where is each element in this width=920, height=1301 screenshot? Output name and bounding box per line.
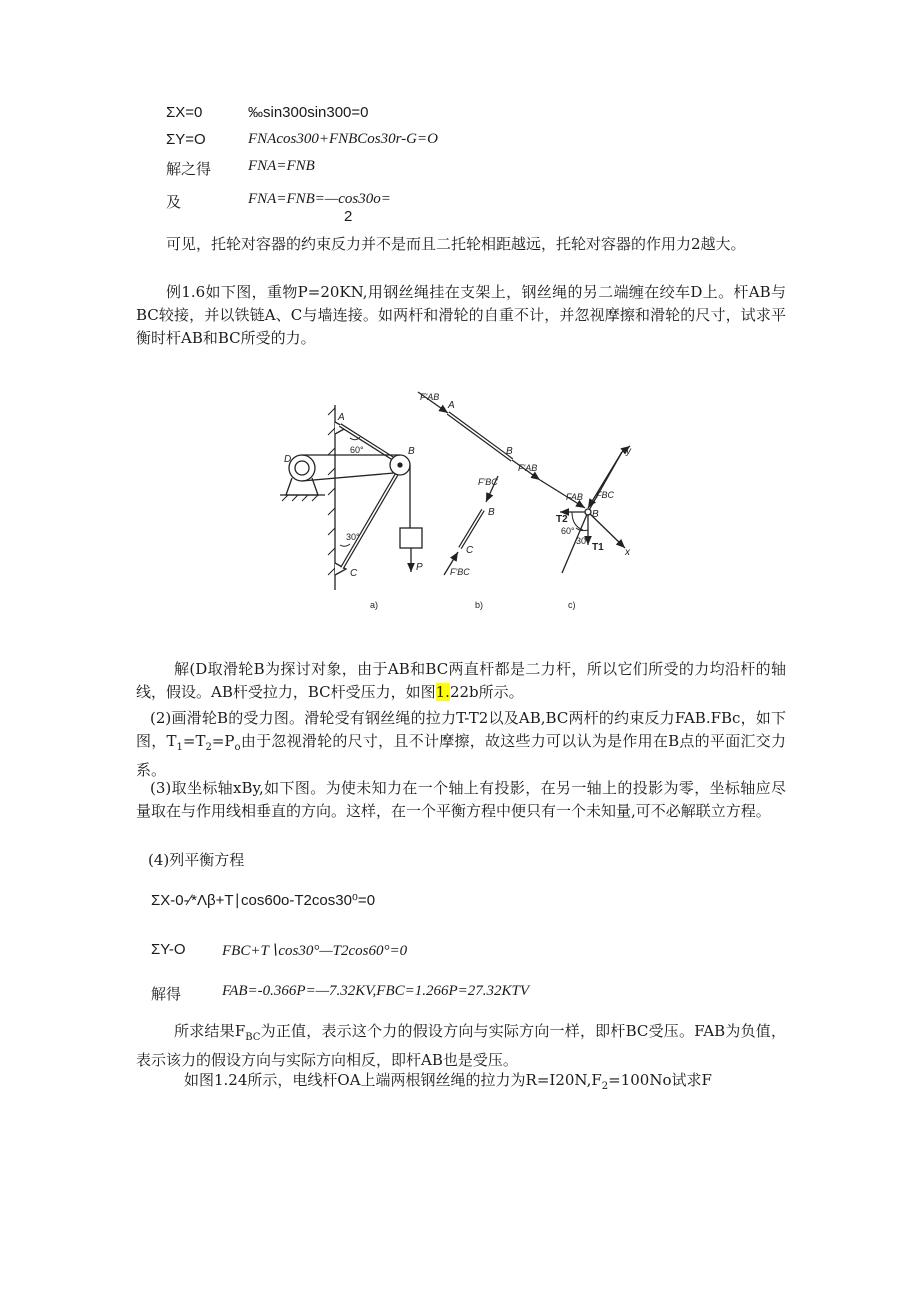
fig-c-label-t2: T2 [556, 514, 568, 525]
solution-step-3: (3)取坐标轴xBy,如下图。为使未知力在一个轴上有投影，在另一轴上的投影为零，坐标轴应尽量取在与作用线相垂直的方向。这样，在一个平衡方程中便只有一个未知量,可不必解联立方程。 [136, 779, 786, 820]
weight-box [400, 528, 422, 548]
fig-b-label-fab-bottom: F'AB [518, 463, 538, 473]
step2-text-b: =P [211, 732, 235, 750]
eq-sum-x-body: ‰sin300sin300=0 [248, 104, 369, 121]
fig-c-label-fbc: FBC [596, 490, 614, 500]
fig-a-angle-30: 30° [346, 532, 360, 542]
solution-step-4: (4)列平衡方程 [148, 851, 245, 869]
fig-a-label-P: P [416, 562, 423, 573]
step1-pre: 解(D取滑轮B为探讨对象，由于AB和BC两直杆都是二力杆，所以它们所受的力均沿杆的轴线，假设。AB杆受拉力，BC杆受压力，如图 [136, 660, 786, 701]
fig-b-label-B-bottom: B [488, 507, 495, 518]
result-sub: BC [245, 1032, 261, 1043]
fig-a-label-C: C [350, 568, 358, 579]
fig-a-label-D: D [284, 454, 292, 465]
eq-and-label: 及 [166, 193, 182, 211]
fig-caption-b: b) [475, 600, 484, 610]
fig-c-label-fab: FAB [566, 492, 583, 502]
fig-b-label-B-top: B [506, 446, 513, 457]
eq-and-body: FNA=FNB=—cos30o= [248, 191, 391, 207]
step2-text-c: 由于忽视滑轮的尺寸，且不计摩擦，故这些力可以认为是作用在B点的平面汇交力系。 [136, 732, 786, 779]
example-1-6-paragraph: 例1.6如下图，重物P=20KN,用钢丝绳挂在支架上，钢丝绳的另二端缠在绞车D上。杆AB与BC较接，并以铁链A、C与墙连接。如两杆和滑轮的自重不计，并忽视摩擦和滑轮的尺寸，试求平衡时杆AB和BC所受的力。 [136, 283, 786, 347]
result-solve-label: 解得 [151, 985, 182, 1003]
fig-c-label-B: B [592, 509, 599, 520]
next-problem-sub: 2 [601, 1081, 609, 1092]
eq-sum-y-label: ΣY=O [166, 131, 206, 148]
y-axis-upper [588, 452, 622, 512]
fig-c-label-y: y [626, 446, 631, 457]
fig-b-label-fbc-bottom: F'BC [450, 567, 470, 577]
conclusion-paragraph: 可见，托轮对容器的约束反力并不是而且二托轮相距越远，托轮对容器的作用力2越大。 [166, 235, 746, 253]
result-text-pre: 所求结果F [174, 1022, 246, 1040]
eq-solve-label: 解之得 [166, 160, 212, 178]
result-solve-body: FAB=-0.366P=—7.32KV,FBC=1.266P=27.32KTV [222, 983, 530, 999]
wall-hatching [328, 408, 335, 575]
equilibrium-eq-x: ΣX-0-∕*Λβ+T∣cos60o-T2cos30⁰=0 [151, 892, 376, 909]
fig-caption-c: c) [568, 600, 576, 610]
fig-b-label-C: C [466, 545, 474, 556]
result-paragraph [136, 1020, 786, 1072]
next-problem-line [184, 1070, 712, 1097]
fig-c-label-x: x [625, 547, 630, 558]
next-problem-pre: 如图1.24所示，电线杆OA上端两根钢丝绳的拉力为R=I20N,F [184, 1071, 602, 1089]
fig-a-label-A: A [338, 412, 345, 423]
fig-caption-a: a) [370, 600, 379, 610]
eq-sum-x-label: ΣX=0 [166, 104, 203, 121]
eq-solve-body: FNA=FNB [248, 158, 315, 174]
winch-d [289, 455, 315, 481]
fig-c-angle-60: 60° [561, 526, 575, 536]
step2-sub-3: o [234, 742, 241, 753]
next-problem-post: =100No试求F [608, 1071, 712, 1089]
fig-b-label-A: A [448, 400, 455, 411]
step1-highlight: 1. [435, 683, 450, 701]
result-text-post: 为正值，表示这个力的假设方向与实际方向一样，即杆BC受压。FAB为负值，表示该力的假设方向与实际方向相反，即杆AB也是受压。 [136, 1022, 786, 1069]
solution-step-2 [136, 707, 786, 782]
eq-sum-y-body: FNAcos300+FNBCos30r-G=O [248, 131, 438, 147]
equilibrium-eq-y-label: ΣY-O [151, 941, 186, 958]
equilibrium-eq-y-body: FBC+T∖cos30°—T2cos60°=0 [222, 943, 408, 959]
eq-and-denominator: 2 [344, 208, 353, 225]
fig-a-label-B: B [408, 446, 415, 457]
solution-step-1 [136, 658, 786, 704]
rope-lower [302, 473, 394, 481]
fig-c-label-t1: T1 [592, 542, 604, 553]
fig-c-angle-30: 30° [576, 536, 590, 546]
fig-a-angle-60: 60° [350, 445, 364, 455]
statics-figure [270, 380, 670, 620]
step2-sub-2: 2 [205, 742, 212, 753]
step1-post: 22b所示。 [449, 683, 524, 701]
step2-text-mid: =T [182, 732, 206, 750]
step2-sub-1: 1 [176, 742, 183, 753]
step2-text-a: (2)画滑轮B的受力图。滑轮受有钢丝绳的拉力T-T2以及AB,BC两杆的约束反力FAB.FBc，如下图，T [136, 709, 786, 750]
fig-b-label-fab-top: F'AB [420, 392, 440, 402]
fig-b-label-fbc-top: F'BC [478, 477, 498, 487]
